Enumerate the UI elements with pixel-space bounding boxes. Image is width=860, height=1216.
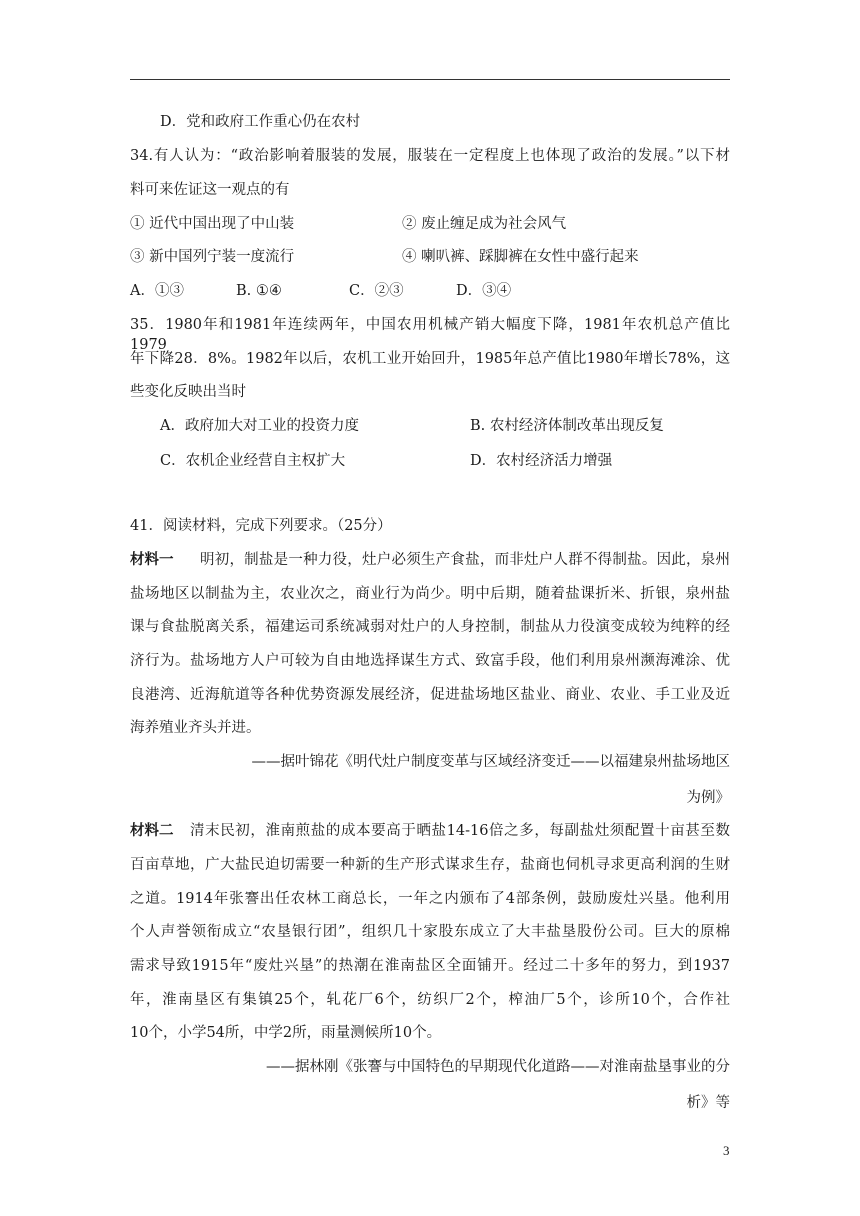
q34-option-c: C．②③	[349, 283, 404, 299]
q34-item-3: ③ 新中国列宁装一度流行	[130, 249, 295, 265]
q35-option-d: D．农村经济活力增强	[470, 453, 613, 469]
material1-label: 材料一	[130, 551, 174, 568]
material2-label: 材料二	[130, 822, 174, 839]
material1-line5: 良港湾、近海航道等各种优势资源发展经济，促进盐场地区盐业、商业、农业、手工业及近	[130, 687, 730, 703]
material2-line5: 需求导致1915年“废灶兴垦”的热潮在淮南盐区全面铺开。经过二十多年的努力，到1937	[130, 958, 730, 974]
q34-stem-line2: 料可来佐证这一观点的有	[130, 182, 290, 198]
q34-item-2: ② 废止缠足成为社会风气	[402, 216, 567, 232]
material2-line1: 清末民初，淮南煎盐的成本要高于晒盐14-16倍之多，每副盐灶须配置十亩甚至数	[190, 823, 730, 839]
material2-source-line2: 析》等	[686, 1095, 730, 1111]
material1-line3: 课与食盐脱离关系，福建运司系统减弱对灶户的人身控制，制盐从力役演变成较为纯粹的经	[130, 619, 730, 635]
q35-stem-line1: 35．1980年和1981年连续两年，中国农用机械产销大幅度下降，1981年农机总产值比1979	[130, 317, 730, 353]
material2-line4: 个人声誉领衔成立“农垦银行团”，组织几十家股东成立了大丰盐垦股份公司。巨大的原棉	[130, 924, 730, 940]
q34-item-1: ① 近代中国出现了中山装	[130, 216, 295, 232]
q34-option-d: D．③④	[456, 283, 512, 299]
q41-heading: 41．阅读材料，完成下列要求。（25分）	[130, 518, 392, 534]
q35-option-a: A．政府加大对工业的投资力度	[160, 418, 359, 434]
material2-line2: 百亩草地，广大盐民迫切需要一种新的生产形式谋求生存，盐商也伺机寻求更高利润的生财	[130, 857, 730, 873]
header-rule	[130, 79, 730, 80]
material2-line7: 10个，小学54所，中学2所，雨量测候所10个。	[130, 1025, 442, 1041]
q35-stem-line3: 些变化反映出当时	[130, 384, 246, 400]
material1-line2: 盐场地区以制盐为主，农业次之，商业行为尚少。明中后期，随着盐课折米、折银，泉州盐	[130, 586, 730, 602]
material1-source-line2: 为例》	[686, 790, 730, 806]
q34-option-b: B. ①④	[236, 283, 282, 299]
q34-stem-line1: 34.有人认为：“政治影响着服装的发展，服装在一定程度上也体现了政治的发展。”以下材	[130, 148, 730, 164]
material2-source-line1: ——据林刚《张謇与中国特色的早期现代化道路——对淮南盐垦事业的分	[266, 1059, 730, 1075]
material2-line3: 之道。1914年张謇出任农林工商总长，一年之内颁布了4部条例，鼓励废灶兴垦。他利用	[130, 891, 730, 907]
material2-line6: 年，淮南垦区有集镇25个，轧花厂6个，纺织厂2个，榨油厂5个，诊所10个，合作社	[130, 992, 730, 1008]
q34-option-a: A．①③	[130, 283, 184, 299]
q35-option-c: C．农机企业经营自主权扩大	[160, 453, 346, 469]
material1-line1: 明初，制盐是一种力役，灶户必须生产食盐，而非灶户人群不得制盐。因此，泉州	[200, 552, 730, 568]
q34-item-4: ④ 喇叭裤、踩脚裤在女性中盛行起来	[402, 249, 639, 265]
material1-source-line1: ——据叶锦花《明代灶户制度变革与区域经济变迁——以福建泉州盐场地区	[251, 754, 730, 770]
material1-line6: 海养殖业齐头并进。	[130, 720, 261, 736]
page-number: 3	[723, 1143, 730, 1158]
material1-line4: 济行为。盐场地方人户可较为自由地选择谋生方式、致富手段，他们利用泉州濒海滩涂、优	[130, 653, 730, 669]
q35-stem-line2: 年下降28．8%。1982年以后，农机工业开始回升，1985年总产值比1980年增长78%，这	[130, 351, 730, 367]
q35-option-b: B. 农村经济体制改革出现反复	[470, 418, 664, 434]
q33-option-d: D．党和政府工作重心仍在农村	[160, 114, 361, 130]
